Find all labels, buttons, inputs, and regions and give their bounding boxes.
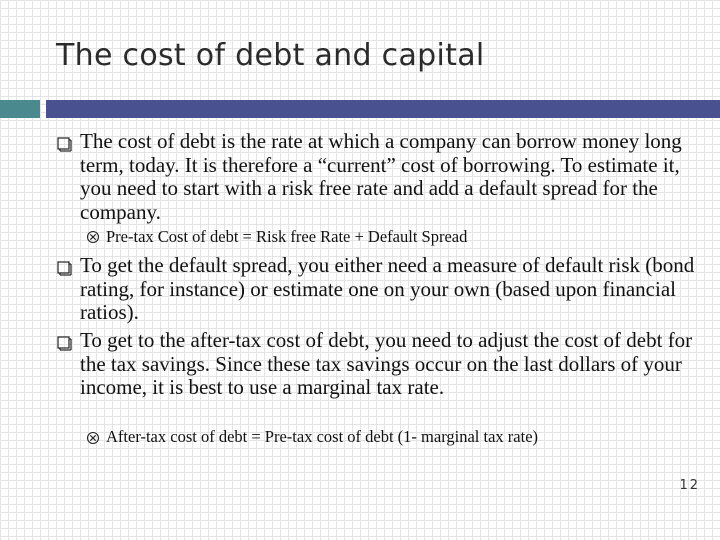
sub-bullet-text: Pre-tax Cost of debt = Risk free Rate + Default Spread — [106, 227, 468, 246]
page-number: 12 — [679, 478, 700, 493]
circled-x-bullet-icon — [86, 431, 100, 445]
square-bullet-icon — [56, 135, 72, 153]
bullet-text: The cost of debt is the rate at which a company can borrow money long term, today. It is therefore a “current” cost of borrowing. To estimate it, you need to start with a risk free rate and add a default spread for the company. — [80, 129, 682, 224]
slide-title: The cost of debt and capital — [56, 38, 485, 73]
bullet-text: To get to the after-tax cost of debt, you need to adjust the cost of debt for the tax savings. Since these tax savings occur on the last dollars of your income, it is best to use a marginal tax rate. — [80, 328, 693, 399]
square-bullet-icon — [56, 334, 72, 352]
square-bullet-icon — [56, 259, 72, 277]
sub-bullet-text: After-tax cost of debt = Pre-tax cost of debt (1- marginal tax rate) — [106, 427, 539, 446]
bullet-text: To get the default spread, you either need a measure of default risk (bond rating, for instance) or estimate one on your own (based upon financial ratios). — [80, 253, 695, 324]
circled-x-bullet-icon — [86, 230, 100, 244]
